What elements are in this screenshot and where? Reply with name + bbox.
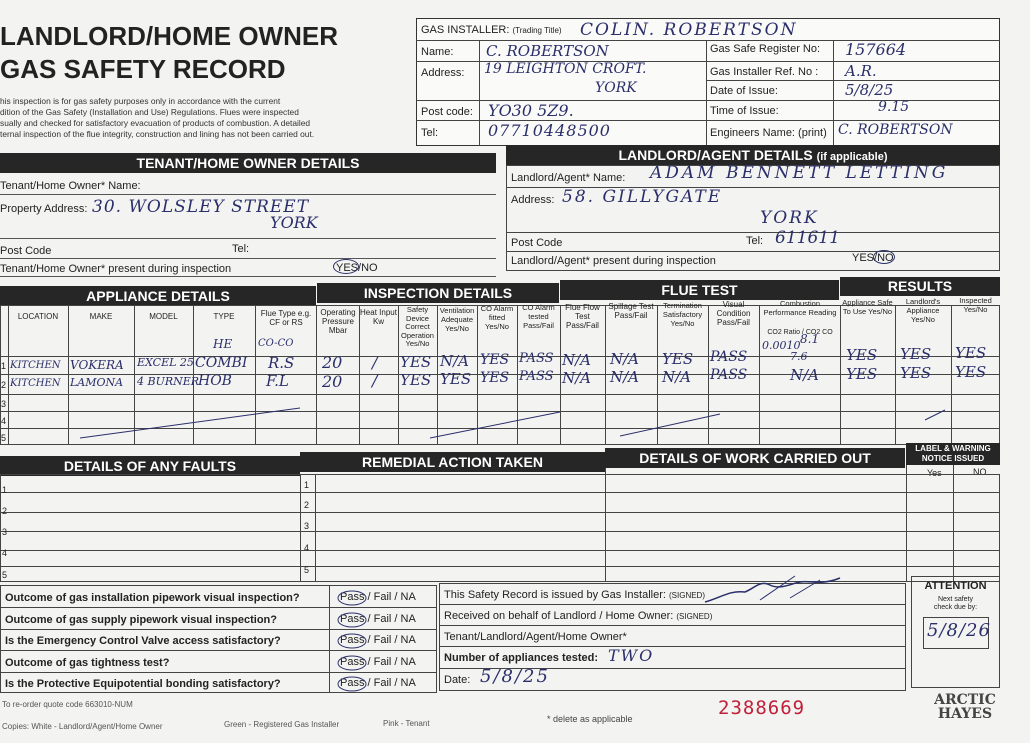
tenant-postcode-label: Post Code (0, 245, 52, 257)
postcode-label: Post code: (421, 106, 473, 118)
reorder-code: To re-order quote code 663010-NUM (2, 700, 133, 709)
cell-landlord: YES (900, 345, 932, 363)
check-answer[interactable]: Pass / Fail / NA (340, 677, 416, 689)
cell-term: N/A (662, 368, 692, 386)
col-co-alarm-tested: CO Alarm tested Pass/Fail (522, 303, 555, 330)
fault-row-number: 1 (2, 485, 8, 495)
col-landlord-appliance: Landlord's Appliance Yes/No (905, 297, 941, 324)
tenant-tel-label: Tel: (232, 243, 250, 255)
intro-line: dition of the Gas Safety (Installation and Use) Regulations. Flues were inspected (0, 107, 299, 117)
appliance-details-header: APPLIANCE DETAILS (0, 286, 316, 306)
appliance-count-value: TWO (608, 646, 655, 665)
intro-text (0, 96, 400, 140)
form-title-line1: LANDLORD/HOME OWNER (0, 21, 338, 51)
property-address-value-1: 30. WOLSLEY STREET (92, 197, 310, 217)
col-combustion: Combustion Performance Reading (763, 299, 837, 317)
form-title (0, 20, 338, 86)
remedial-header: REMEDIAL ACTION TAKEN (300, 452, 605, 472)
address-value-1: 19 LEIGHTON CROFT. (484, 61, 647, 77)
col-inspected: Inspected Yes/No (959, 296, 992, 314)
col-make: MAKE (89, 312, 113, 321)
engineer-value: C. ROBERTSON (838, 122, 953, 138)
landlord-tel-label: Tel: (746, 235, 764, 247)
pass-circle-marks (330, 586, 370, 692)
name-label: Name: (421, 46, 454, 58)
tenant-name-label: Tenant/Home Owner* Name: (0, 180, 141, 192)
cell-location: KITCHEN (10, 378, 61, 389)
row-number: 3 (1, 399, 7, 409)
tel-value: 07710448500 (488, 121, 611, 140)
attention-sub1: Next safety (937, 596, 973, 603)
reg-label: Gas Safe Register No: (710, 43, 821, 55)
col-operating-pressure: Operating Pressure Mbar (320, 308, 356, 335)
reg-value: 157664 (845, 40, 907, 59)
landlord-address-value-2: YORK (760, 208, 819, 228)
date-issue-label: Date of Issue: (710, 85, 778, 97)
cell-co-tested: PASS (519, 369, 554, 384)
serial-number: 2388669 (718, 697, 806, 719)
copies-green: Green - Registered Gas Installer (224, 720, 340, 729)
cell-flue-note: CO-CO (258, 338, 294, 349)
cell-pressure: 20 (322, 353, 343, 372)
strike-lines (0, 380, 1000, 450)
cell-flow: N/A (562, 351, 592, 369)
delete-note: * delete as applicable (547, 714, 633, 724)
property-address-label: Property Address: (0, 203, 88, 215)
cell-combustion-note: 8.1 (800, 332, 820, 346)
tel-label: Tel: (421, 127, 439, 139)
date-issue-value: 5/8/25 (845, 81, 894, 99)
cell-combustion: N/A (790, 366, 820, 384)
form-title-line2: GAS SAFETY RECORD (0, 54, 286, 84)
results-header: RESULTS (840, 277, 1000, 296)
col-flue-flow: Flue Flow Test Pass/Fail (565, 303, 600, 330)
cell-inspected: YES (955, 363, 987, 381)
attention-header: ATTENTION (924, 580, 987, 592)
cell-landlord: YES (900, 364, 932, 382)
cell-vent: YES (440, 370, 472, 388)
cell-inspected: YES (955, 344, 987, 362)
cell-make: LAMONA (70, 376, 124, 389)
trading-value: COLIN. ROBERTSON (580, 20, 798, 40)
cell-heat: / (372, 353, 378, 372)
cell-spill: N/A (610, 350, 640, 368)
col-ventilation: Ventilation Adequate Yes/No (439, 306, 475, 333)
cell-safety: YES (400, 371, 432, 389)
fault-row-number: 3 (2, 527, 8, 537)
copies-pink: Pink - Tenant (383, 719, 430, 728)
col-visual: Visual Condition Pass/Fail (716, 300, 751, 327)
next-check-value: 5/8/26 (927, 620, 991, 641)
remedial-row-number: 2 (304, 500, 310, 510)
landlord-name-label: Landlord/Agent* Name: (511, 172, 626, 184)
landlord-address-value-1: 58. GILLYGATE (562, 187, 723, 207)
check-question: Is the Emergency Control Valve access satisfactory? (5, 635, 281, 647)
landlord-present-label: Landlord/Agent* present during inspection (511, 255, 716, 267)
landlord-tel-value: 611611 (775, 228, 840, 248)
row-number: 2 (1, 380, 7, 390)
cell-vent: N/A (440, 352, 470, 370)
trading-label: GAS INSTALLER: (Trading Title) (421, 24, 562, 36)
check-question: Outcome of gas supply pipework visual inspection? (5, 614, 277, 626)
engineer-label: Engineers Name: (print) (710, 127, 827, 139)
cell-combustion: 0.0010 (762, 339, 801, 352)
row-number: 5 (1, 433, 7, 443)
check-question: Is the Protective Equipotential bonding satisfactory? (5, 678, 281, 690)
cell-location: KITCHEN (10, 360, 61, 371)
remedial-row-number: 4 (304, 543, 310, 553)
col-co-alarm-fitted: CO Alarm fitted Yes/No (480, 304, 514, 331)
landlord-name-value: ADAM BENNETT LETTING (650, 163, 949, 183)
col-termination: Termination Satisfactory Yes/No (662, 301, 703, 328)
issued-by-label: This Safety Record is issued by Gas Installer: (SIGNED) (444, 589, 705, 601)
cell-heat: / (372, 371, 378, 390)
check-question: Outcome of gas installation pipework visual inspection? (5, 592, 300, 604)
fault-row-number: 2 (2, 506, 8, 516)
col-model: MODEL (149, 312, 178, 321)
copies-white: Copies: White - Landlord/Agent/Home Owner (2, 722, 163, 731)
address-value-2: YORK (595, 80, 637, 96)
label-yes: Yes (927, 468, 942, 478)
check-question: Outcome of gas tightness test? (5, 657, 170, 669)
work-header: DETAILS OF WORK CARRIED OUT (605, 448, 905, 468)
faults-header: DETAILS OF ANY FAULTS (0, 456, 300, 476)
label-warning-header: LABEL & WARNING NOTICE ISSUED (906, 443, 1000, 465)
circle-mark (873, 250, 895, 264)
tenant-present-label: Tenant/Home Owner* present during inspection (0, 263, 232, 275)
check-answer[interactable]: Pass / Fail / NA (340, 591, 416, 603)
cell-spill: N/A (610, 368, 640, 386)
time-issue-label: Time of Issue: (710, 105, 779, 117)
cell-term: YES (662, 350, 694, 368)
postcode-value: YO30 5Z9. (488, 101, 574, 120)
brand-line2: HAYES (937, 706, 993, 722)
time-issue-value: 9.15 (878, 99, 910, 115)
cell-type: COMBI (195, 355, 248, 371)
landlord-present-value: YES/NO (852, 252, 894, 264)
ref-value: A.R. (845, 62, 877, 80)
intro-line: his inspection is for gas safety purposes only in accordance with the current (0, 96, 281, 106)
check-answer[interactable]: Pass / Fail / NA (340, 656, 416, 668)
col-safe-to-use: Appliance Safe To Use Yes/No (842, 298, 893, 316)
landlord-postcode-label: Post Code (511, 237, 563, 249)
label-no: NO (973, 467, 987, 477)
cell-flue: R.S (268, 354, 295, 372)
cell-visual: PASS (710, 367, 748, 383)
row-number: 1 (1, 361, 7, 371)
cell-model: 4 BURNER (137, 375, 200, 388)
cell-make: VOKERA (70, 358, 124, 372)
remedial-row-number: 3 (304, 521, 310, 531)
check-answer[interactable]: Pass / Fail / NA (340, 613, 416, 625)
intro-line: sually and checked for satisfactory evacuation of products of combustion. A detailed (0, 118, 311, 128)
cell-safe: YES (846, 346, 878, 364)
cell-type: HOB (198, 373, 232, 389)
issue-date-value: 5/8/25 (480, 666, 550, 687)
col-spillage: Spillage Test Pass/Fail (608, 302, 654, 320)
cell-co-fitted: YES (480, 370, 510, 386)
cell-flue: F.L (266, 372, 289, 390)
attention-sub2: check due by: (933, 604, 978, 611)
cell-safety: YES (400, 353, 432, 371)
circle-mark (333, 259, 359, 274)
fault-row-number: 5 (2, 570, 8, 580)
col-flue-type: Flue Type e.g. CF or RS (260, 309, 312, 327)
inspection-details-header: INSPECTION DETAILS (317, 283, 559, 303)
remedial-row-number: 5 (304, 565, 310, 575)
brand-logo (925, 693, 1005, 721)
address-label: Address: (421, 67, 465, 79)
cell-visual: PASS (710, 349, 748, 365)
flue-test-header: FLUE TEST (560, 280, 839, 300)
cell-co-fitted: YES (480, 352, 510, 368)
property-address-value-2: YORK (270, 213, 318, 232)
issue-date-label: Date: (444, 674, 471, 686)
remedial-row-number: 1 (304, 480, 310, 490)
col-location: LOCATION (17, 312, 59, 321)
cell-safe: YES (846, 365, 878, 383)
brand-line1: ARCTIC (934, 692, 996, 708)
fault-row-number: 4 (2, 548, 8, 558)
name-value: C. ROBERTSON (486, 42, 609, 60)
col-safety-device: Safety Device Correct Operation Yes/No (401, 305, 434, 348)
tenant-line-label: Tenant/Landlord/Agent/Home Owner* (444, 631, 627, 643)
cell-pressure: 20 (322, 372, 343, 391)
cell-flow: N/A (562, 369, 592, 387)
cell-model: EXCEL 25 (137, 356, 194, 369)
cell-co-tested: PASS (519, 351, 554, 366)
check-answer[interactable]: Pass / Fail / NA (340, 634, 416, 646)
cell-type-note: HE (213, 337, 233, 351)
appliance-count-label: Number of appliances tested: (444, 652, 599, 664)
received-label: Received on behalf of Landlord / Home Owner: (SIGNED) (444, 610, 713, 622)
cell-ratio: 7.6 (790, 350, 808, 363)
landlord-header: LANDLORD/AGENT DETAILS (if applicable) (506, 145, 1000, 165)
intro-line: ternal inspection of the flue integrity, construction and lining has not been carried out. (0, 129, 315, 139)
row-number: 4 (1, 416, 7, 426)
tenant-present-value: YES/NO (336, 262, 378, 274)
col-co2-ratio: CO2 Ratio / CO2 CO (767, 329, 833, 336)
col-heat-input: Heat Input Kw (360, 308, 397, 326)
tenant-header: TENANT/HOME OWNER DETAILS (0, 153, 496, 173)
col-type: TYPE (213, 312, 235, 321)
ref-label: Gas Installer Ref. No : (710, 66, 819, 78)
installer-signature (700, 570, 860, 610)
landlord-address-label: Address: (511, 194, 555, 206)
